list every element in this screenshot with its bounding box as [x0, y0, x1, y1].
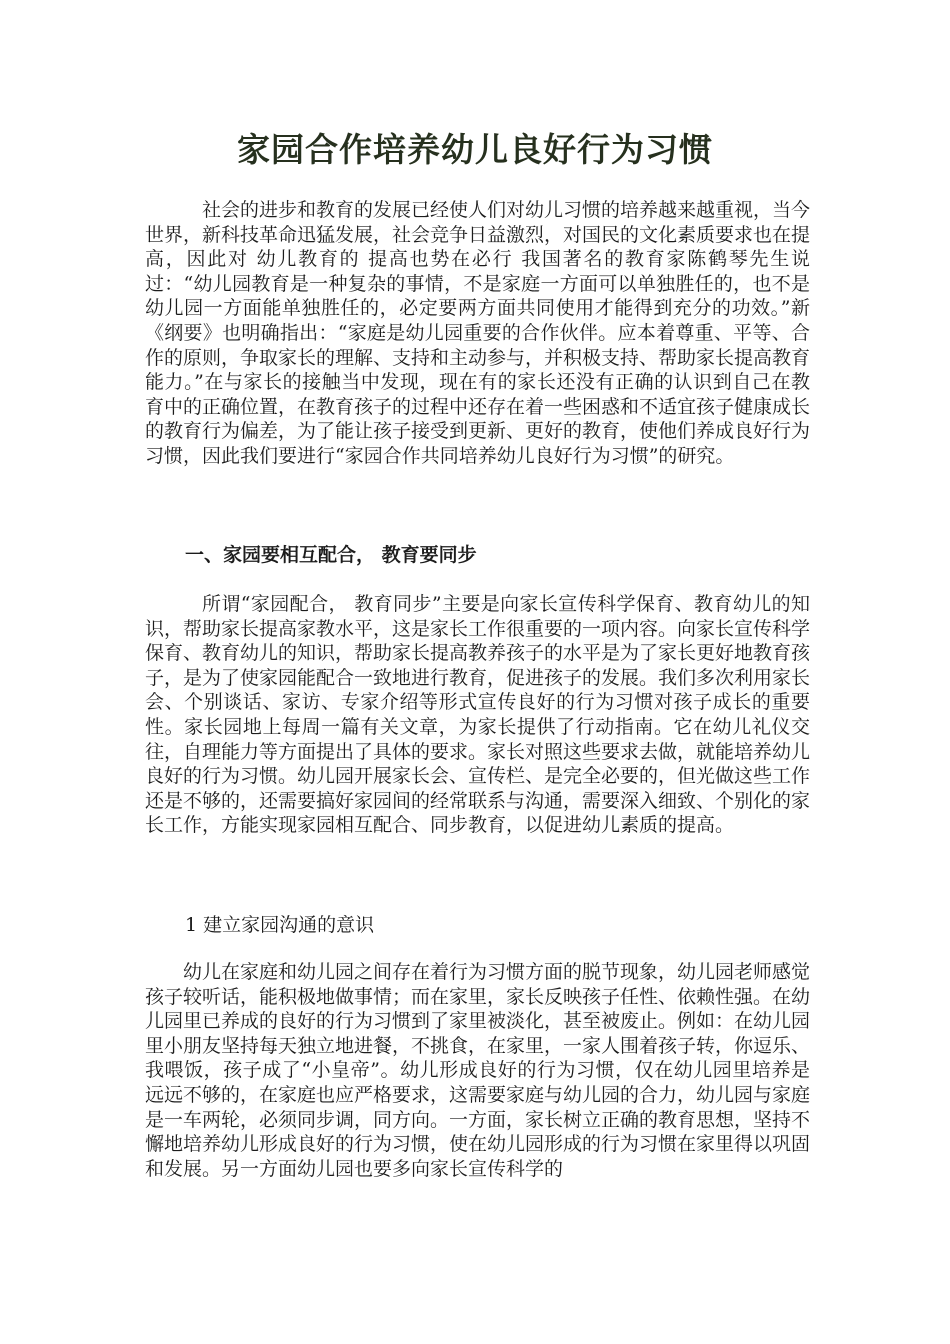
paragraph-section-1: 所谓“家园配合， 教育同步”主要是向家长宣传科学保育、教育幼儿的知识，帮助家长提高家教水平，这是家长工作很重要的一项内容。向家长宣传科学保育、教育幼儿的知识，帮助家长提高教养孩子的水平是为了家长更好地教育孩子，是为了使家园能配合一致地进行教育，促进孩子的发展。我们多次利用家长会、个别谈话、家访、专家介绍等形式宣传良好的行为习惯对孩子成长的重要性。家长园地上每周一篇有关文章，为家长提供了行动指南。它在幼儿礼仪交往，自理能力等方面提出了具体的要求。家长对照这些要求去做，就能培养幼儿良好的行为习惯。幼儿园开展家长会、宣传栏、是完全必要的，但光做这些工作还是不够的，还需要搞好家园间的经常联系与沟通，需要深入细致、个别化的家长工作，方能实现家园相互配合、同步教育，以促进幼儿素质的提高。: [145, 593, 811, 837]
section-heading-1: 一、家园要相互配合， 教育要同步: [185, 544, 477, 566]
paragraph-subsection-1: 幼儿在家庭和幼儿园之间存在着行为习惯方面的脱节现象，幼儿园老师感觉孩子较听话，能积极地做事情；而在家里，家长反映孩子任性、依赖性强。在幼儿园里已养成的良好的行为习惯到了家里被淡化，甚至被废止。例如：在幼儿园里小朋友坚持每天独立地进餐，不挑食，在家里，一家人围着孩子转，你逗乐、我喂饭，孩子成了“小皇帝”。幼儿形成良好的行为习惯，仅在幼儿园里培养是远远不够的，在家庭也应严格要求，这需要家庭与幼儿园的合力，幼儿园与家庭是一车两轮，必须同步调，同方向。一方面，家长树立正确的教育思想，坚持不懈地培养幼儿形成良好的行为习惯，使在幼儿园形成的行为习惯在家里得以巩固和发展。另一方面幼儿园也要多向家长宣传科学的: [145, 961, 811, 1180]
paragraph-intro: 社会的进步和教育的发展已经使人们对幼儿习惯的培养越来越重视，当今世界，新科技革命迅猛发展，社会竞争日益激烈，对国民的文化素质要求也在提高，因此对 幼儿教育的 提高也势在必行 我国著名的教育家陈鹤琴先生说过：“幼儿园教育是一种复杂的事情，不是家庭一方面可以单独胜任的，也不是幼儿园一方面能单独胜任的，必定要两方面共同使用才能得到充分的功效。”新《纲要》也明确指出：“家庭是幼儿园重要的合作伙伴。应本着尊重、平等、合作的原则，争取家长的理解、支持和主动参与，并积极支持、帮助家长提高教育能力。”在与家长的接触当中发现，现在有的家长还没有正确的认识到自己在教育中的正确位置，在教育孩子的过程中还存在着一些困惑和不适宜孩子健康成长的教育行为偏差，为了能让孩子接受到更新、更好的教育，使他们养成良好行为习惯，因此我们要进行“家园合作共同培养幼儿良好行为习惯”的研究。: [145, 199, 811, 467]
document-title: 家园合作培养幼儿良好行为习惯: [237, 130, 713, 169]
subsection-heading-1: 1 建立家园沟通的意识: [185, 914, 375, 936]
